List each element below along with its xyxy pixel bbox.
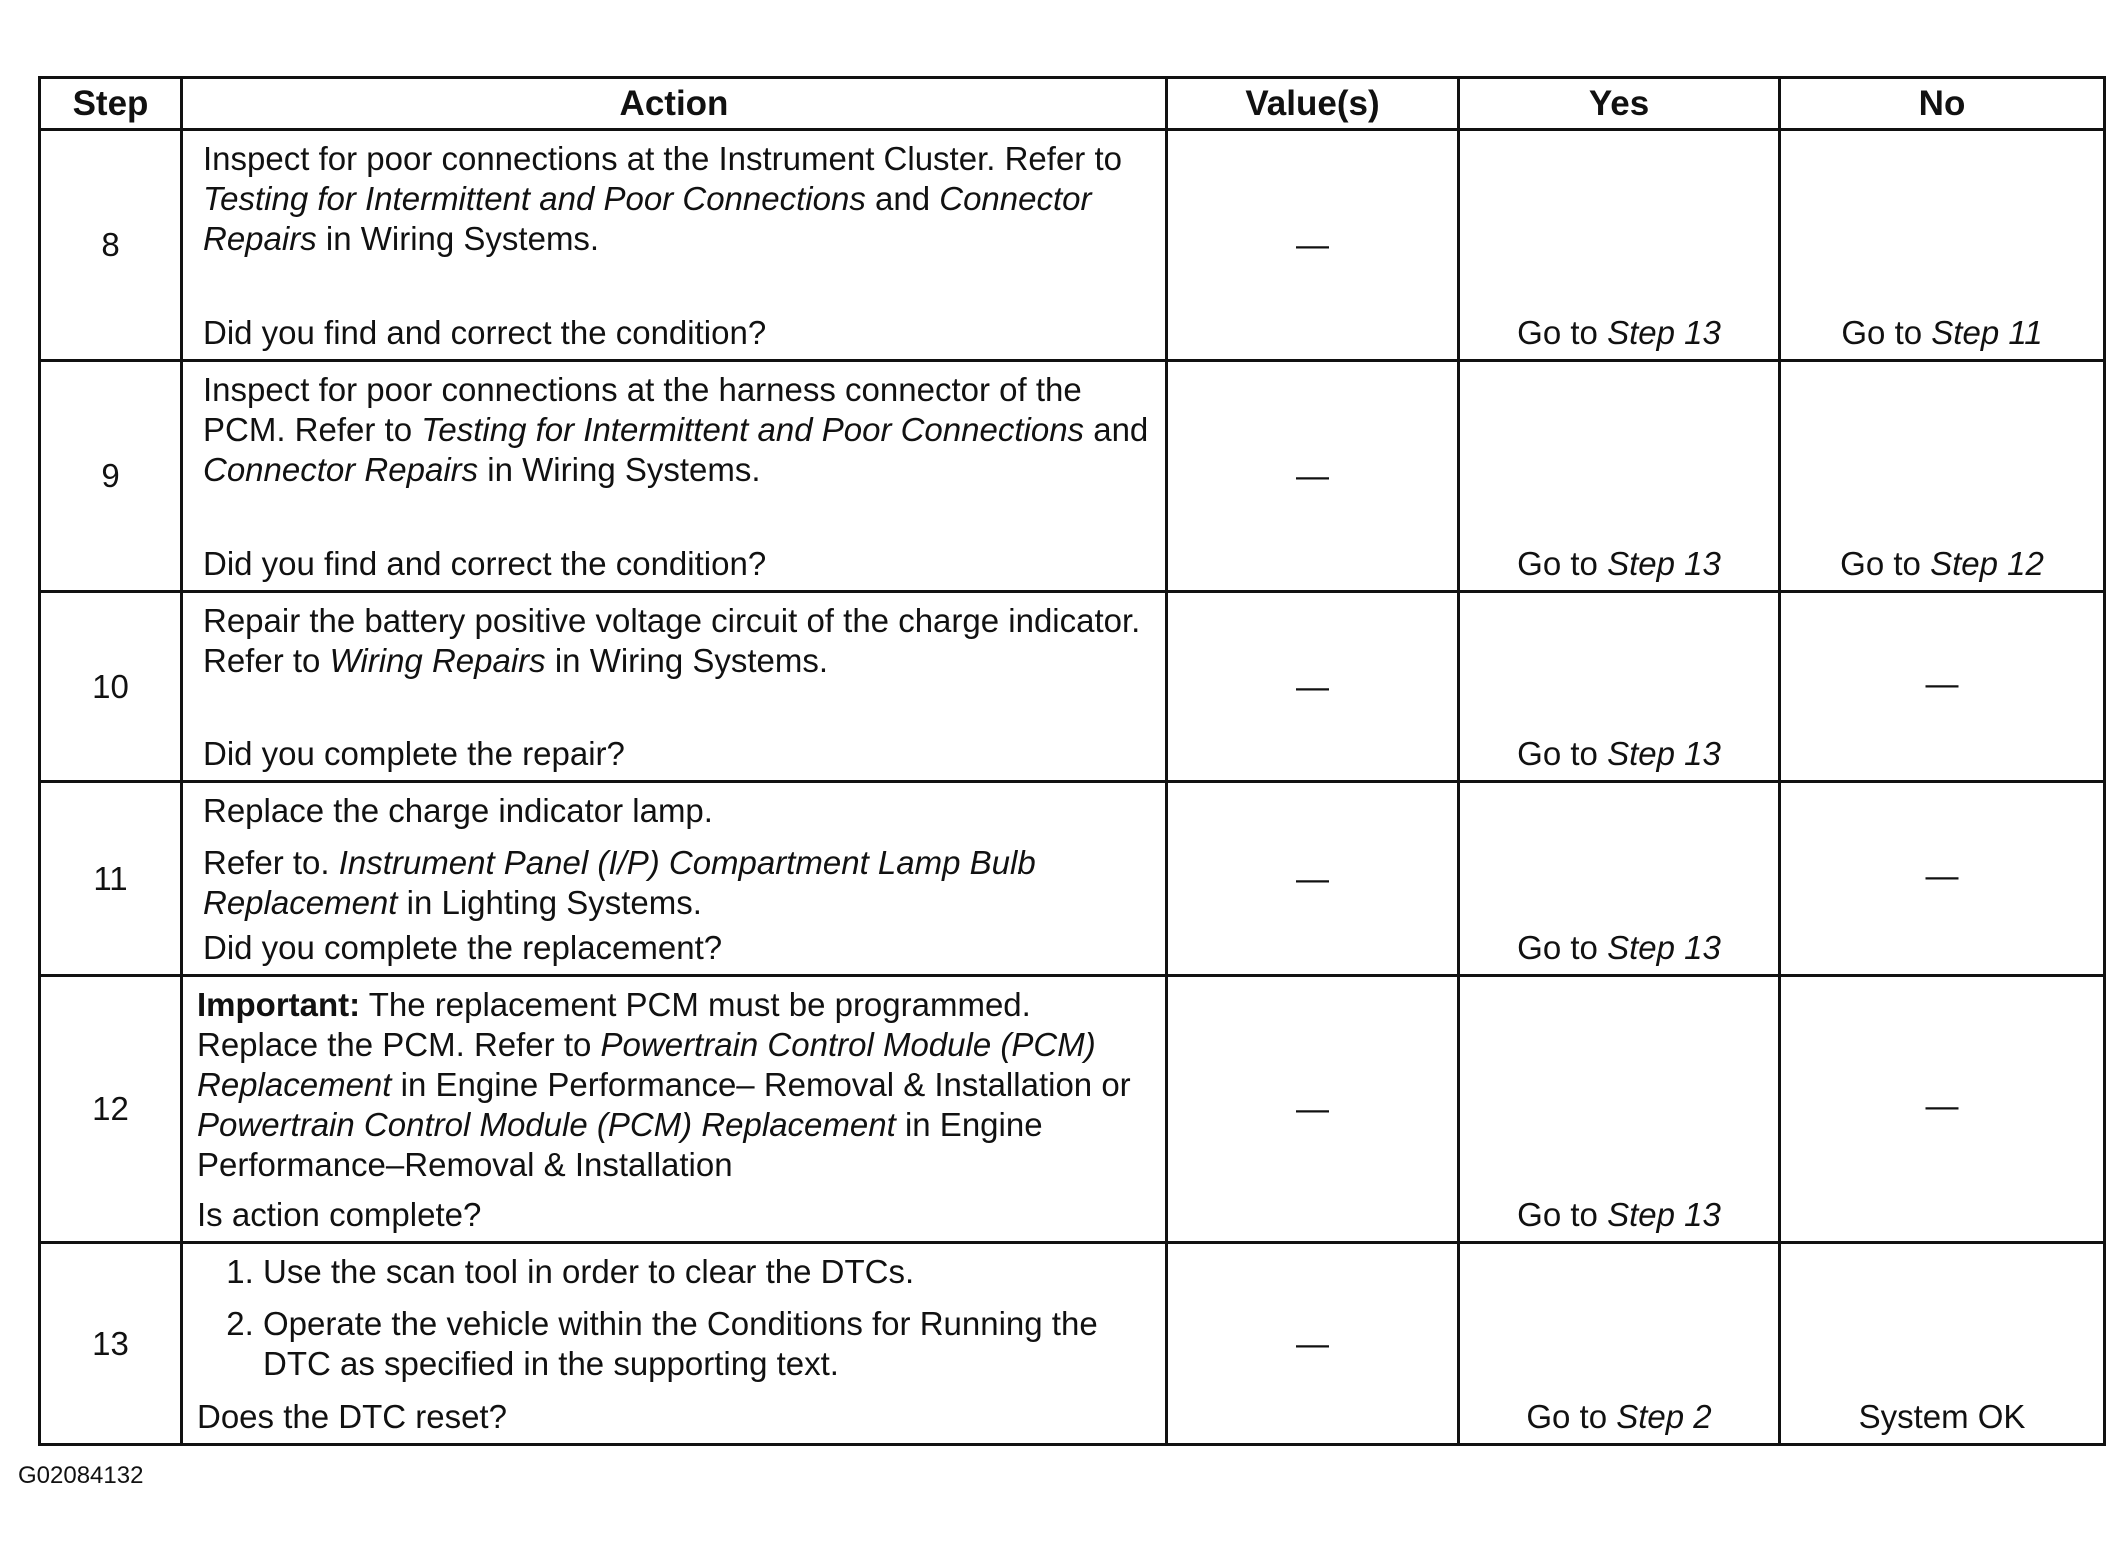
important-label: Important: xyxy=(197,986,361,1023)
list-item: 1. Use the scan tool in order to clear the DTCs. xyxy=(263,1252,1157,1292)
action-text: Repair the battery positive voltage circuit of the charge indicator. Refer to Wiring Repairs in Wiring Systems. xyxy=(203,602,1141,679)
action-question: Did you complete the replacement? xyxy=(203,929,723,966)
value-cell: — xyxy=(1167,976,1459,1243)
action-question: Does the DTC reset? xyxy=(197,1398,507,1435)
step-number: 11 xyxy=(40,782,182,976)
header-row xyxy=(40,78,2105,130)
value-cell: — xyxy=(1167,361,1459,592)
table-row xyxy=(40,592,2105,782)
table-row xyxy=(40,1243,2105,1445)
no-cell: — xyxy=(1780,592,2105,782)
header-step: Step xyxy=(40,78,182,130)
header-no: No xyxy=(1780,78,2105,130)
action-text: Refer to. Instrument Panel (I/P) Compartment Lamp Bulb Replacement in Lighting Systems. xyxy=(203,844,1036,921)
table-row xyxy=(40,130,2105,361)
action-text: Inspect for poor connections at the harness connector of the PCM. Refer to Testing for Intermittent and Poor Connections and Connector Repairs in Wiring Systems. xyxy=(203,371,1149,488)
yes-cell: Go to Step 13 xyxy=(1459,361,1780,592)
yes-cell: Go to Step 2 xyxy=(1459,1243,1780,1445)
action-question: Is action complete? xyxy=(197,1196,482,1233)
action-steps-list xyxy=(197,1252,1157,1396)
header-action: Action xyxy=(182,78,1167,130)
step-number: 10 xyxy=(40,592,182,782)
value-cell: — xyxy=(1167,1243,1459,1445)
yes-cell: Go to Step 13 xyxy=(1459,592,1780,782)
list-item: 2. Operate the vehicle within the Conditions for Running the DTC as specified in the supporting text. xyxy=(263,1304,1157,1384)
action-question: Did you find and correct the condition? xyxy=(203,545,767,582)
yes-cell: Go to Step 13 xyxy=(1459,130,1780,361)
no-cell: — xyxy=(1780,976,2105,1243)
no-cell: Go to Step 12 xyxy=(1780,361,2105,592)
step-number: 8 xyxy=(40,130,182,361)
value-cell: — xyxy=(1167,130,1459,361)
no-cell: Go to Step 11 xyxy=(1780,130,2105,361)
header-values: Value(s) xyxy=(1167,78,1459,130)
table-row xyxy=(40,782,2105,976)
step-number: 13 xyxy=(40,1243,182,1445)
important-note: Important: The replacement PCM must be programmed. xyxy=(197,986,1031,1023)
value-cell: — xyxy=(1167,782,1459,976)
action-cell xyxy=(182,1243,1167,1445)
step-number: 9 xyxy=(40,361,182,592)
table-row xyxy=(40,976,2105,1243)
no-cell: — xyxy=(1780,782,2105,976)
action-cell xyxy=(182,592,1167,782)
action-cell xyxy=(182,976,1167,1243)
action-text: Replace the PCM. Refer to Powertrain Control Module (PCM) Replacement in Engine Performance– Removal & Installation or Powertrain Control Module (PCM) Replacement in Engine Performance–Removal & Installation xyxy=(197,1026,1131,1183)
step-number: 12 xyxy=(40,976,182,1243)
action-cell xyxy=(182,782,1167,976)
value-cell: — xyxy=(1167,592,1459,782)
action-question: Did you find and correct the condition? xyxy=(203,314,767,351)
action-text: Replace the charge indicator lamp. xyxy=(203,792,713,829)
action-cell xyxy=(182,130,1167,361)
diagnostic-table xyxy=(38,76,2106,1446)
figure-code: G02084132 xyxy=(18,1462,144,1489)
header-yes: Yes xyxy=(1459,78,1780,130)
no-cell: System OK xyxy=(1780,1243,2105,1445)
action-question: Did you complete the repair? xyxy=(203,735,625,772)
table-row xyxy=(40,361,2105,592)
action-text: Inspect for poor connections at the Instrument Cluster. Refer to Testing for Intermittent and Poor Connections and Connector Repairs in Wiring Systems. xyxy=(203,140,1122,257)
yes-cell: Go to Step 13 xyxy=(1459,976,1780,1243)
yes-cell: Go to Step 13 xyxy=(1459,782,1780,976)
action-cell xyxy=(182,361,1167,592)
